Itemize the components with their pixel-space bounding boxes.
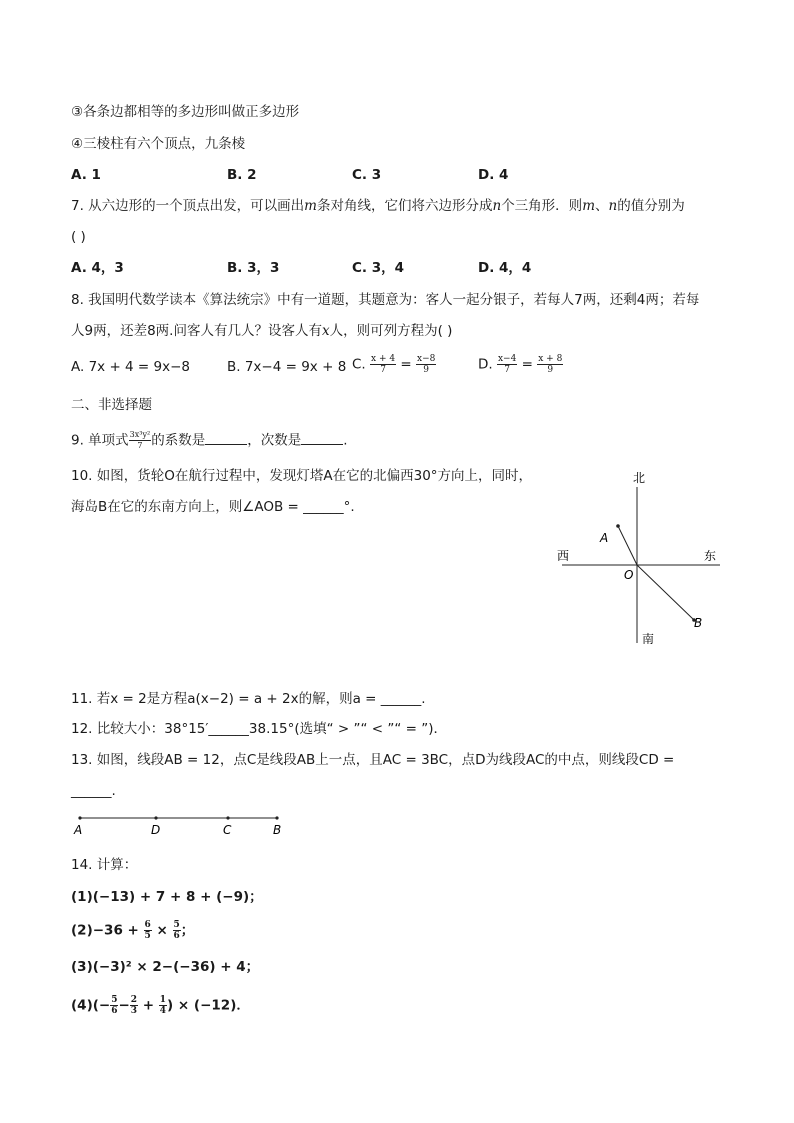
- label-east: 东: [704, 549, 717, 563]
- q7-option-b: B. 3，3: [227, 260, 280, 276]
- question-8-line-1: 8. 我国明代数学读本《算法统宗》中有一道题，其题意为：客人一起分银子，若每人7两，还剩4两；若每: [71, 292, 700, 308]
- segment-label-a: A: [74, 823, 83, 837]
- statement-4: ④三棱柱有六个顶点，九条棱: [71, 136, 246, 152]
- question-9: 9. 单项式 $\frac{\text{3x³y²}}{7}$ 的系数是 ，次数是 .: [71, 430, 348, 450]
- point-a: [616, 524, 620, 528]
- label-o: O: [624, 568, 634, 582]
- q8-option-d: D. $\frac{x-4}{7}$ = $\frac{x + 8}{9}$: [478, 354, 563, 375]
- segment-label-b: B: [273, 823, 282, 837]
- statement-3: ③各条边都相等的多边形叫做正多边形: [71, 104, 300, 120]
- segment-label-c: C: [223, 823, 232, 837]
- q7-option-a: A. 4，3: [71, 260, 124, 276]
- q8-option-b: B. 7x−4 = 9x + 8: [227, 359, 347, 375]
- question-13-line-2: ______.: [71, 783, 116, 799]
- segment-point-d: [154, 816, 157, 819]
- question-14-part-2: (2)−36 + $\frac{6}{5}$ × $\frac{5}{6}$ ；: [71, 920, 195, 941]
- segment-diagram: [70, 810, 290, 840]
- q6-option-a: A. 1: [71, 167, 101, 183]
- q6-option-b: B. 2: [227, 167, 257, 183]
- q6-option-c: C. 3: [352, 167, 382, 183]
- question-14-part-4: (4)(− $\frac{5}{6}$ − $\frac{2}{3}$ + $\frac{1}{4}$ ) × (−12)．: [71, 995, 250, 1016]
- q6-option-d: D. 4: [478, 167, 509, 183]
- question-13-line-1: 13. 如图，线段AB = 12，点C是线段AB上一点，且AC = 3BC，点D为线段AC的中点，则线段CD =: [71, 752, 675, 768]
- question-10-line-2: 海岛B在它的东南方向上，则∠AOB = ______°.: [71, 499, 355, 515]
- label-west: 西: [557, 549, 570, 563]
- ray-oa: [618, 526, 637, 565]
- label-south: 南: [642, 632, 655, 646]
- question-8-line-2: 人9两，还差8两.问客人有几人？设客人有x人，则可列方程为( ): [71, 323, 453, 339]
- q8-option-c: C. $\frac{x + 4}{7}$ = $\frac{x-8}{9}$: [352, 354, 436, 375]
- question-7: 7. 从六边形的一个顶点出发，可以画出m条对角线，它们将六边形分成n个三角形．则m、n的值分别为: [71, 198, 685, 214]
- segment-point-a: [78, 816, 81, 819]
- label-a: A: [600, 531, 609, 545]
- question-12: 12. 比较大小：38°15′______38.15°(选填“ > ”“ < ”“ = ”)．: [71, 721, 448, 737]
- ray-ob: [637, 565, 694, 620]
- section-2-heading: 二、非选择题: [71, 397, 152, 413]
- segment-point-b: [275, 816, 278, 819]
- segment-label-d: D: [151, 823, 161, 837]
- compass-diagram: [550, 465, 730, 655]
- question-10-line-1: 10. 如图，货轮O在航行过程中，发现灯塔A在它的北偏西30°方向上，同时，: [71, 468, 533, 484]
- label-b: B: [694, 616, 703, 630]
- question-14: 14. 计算：: [71, 857, 138, 873]
- q8-option-a: A. 7x + 4 = 9x−8: [71, 359, 191, 375]
- label-north: 北: [633, 471, 646, 485]
- question-14-part-1: (1)(−13) + 7 + 8 + (−9)；: [71, 889, 263, 905]
- question-11: 11. 若x = 2是方程a(x−2) = a + 2x的解，则a = ______.: [71, 691, 426, 707]
- segment-point-c: [226, 816, 229, 819]
- q7-option-c: C. 3，4: [352, 260, 405, 276]
- question-14-part-3: (3)(−3)² × 2−(−36) + 4；: [71, 959, 260, 975]
- q7-option-d: D. 4，4: [478, 260, 532, 276]
- q7-paren: ( ): [71, 229, 86, 245]
